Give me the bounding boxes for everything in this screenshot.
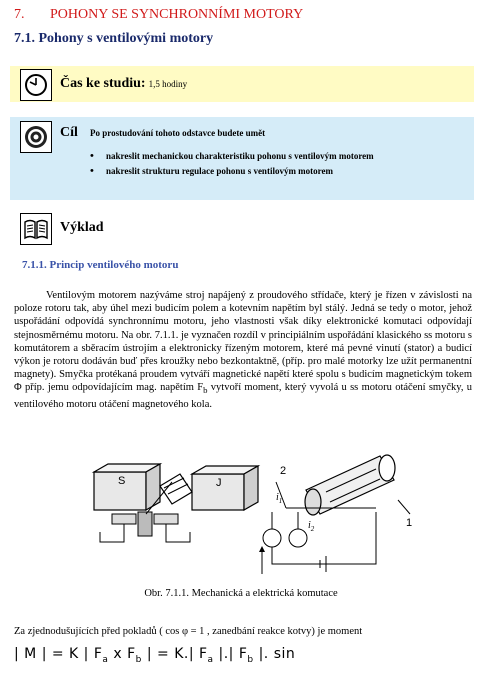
paragraph-subscript: b	[203, 385, 208, 396]
figure-caption: Obr. 7.1.1. Mechanická a elektrická komutace	[144, 588, 338, 599]
label-1: 1	[406, 517, 413, 529]
formula-sub: a	[102, 654, 109, 665]
electrical-commutation-drawing	[259, 455, 412, 574]
study-time-value: 1,5 hodiny	[148, 79, 188, 89]
formula-sub: a	[207, 654, 214, 665]
label-s: S	[118, 475, 126, 487]
chapter-number: 7.	[14, 7, 25, 22]
goal-item: • nakreslit strukturu regulace pohonu s ventilovým motorem	[90, 166, 374, 176]
book-icon	[20, 213, 52, 245]
study-time	[60, 76, 187, 92]
paragraph-text: Ventilovým motorem nazýváme stroj napájený z proudového střídače, který je řízen v závislosti na poloze rotoru tak, aby úhel mezi budicím polem a kotevním napětím byl stálý. Jedná se tedy o motor, jehož uspořádání odpovídá synchronnímu motoru, jeho vlastnosti však díky elektronické komutaci odpovídají stejnosměrnému motoru. Na obr. 7.1.1. je vyznačen rozdíl v principiálním uspořádání klasického ss motoru s komutátorem a sběracím ústrojím a elektronicky řízeným motorem, které má pevné vinutí (stator) a budicí výkon je rotoru dodáván buď přes kroužky nebo bezkontaktně, (příp. pro malé motorky lze užít permanentní magnety). Smyčka protékaná proudem vytváří magnetické napětí které spolu s budicím magnetickým tokem Φ příp. jemu odpovídajícím mag. napětím F	[14, 290, 472, 394]
explanation-title: Výklad	[60, 220, 104, 235]
clock-icon	[20, 69, 52, 101]
body-paragraph	[14, 289, 472, 411]
goal-box	[10, 117, 474, 200]
label-j: J	[216, 477, 222, 489]
section-title: 7.1. Pohony s ventilovými motory	[14, 31, 214, 46]
simplification-text: Za zjednodušujících před pokladů ( cos φ = 1 , zanedbání reakce kotvy) je moment	[14, 626, 363, 637]
formula-part: |.| F	[213, 646, 248, 662]
goal-list	[90, 151, 374, 181]
label-i1: $i_1$	[276, 492, 283, 505]
label-i2: $i_2$	[308, 520, 315, 533]
chapter-heading	[14, 7, 303, 23]
moment-formula	[14, 646, 295, 665]
study-time-label: Čas ke studiu:	[60, 76, 146, 91]
formula-part: x F	[108, 646, 136, 662]
label-2: 2	[280, 465, 287, 477]
target-icon	[20, 121, 52, 153]
formula-part: |. sin	[253, 646, 296, 662]
paragraph-tail: vytvoří moment, který vyvolá u ss motoru otáčení smyčky, u ventilového motoru otáčení magnetového kola.	[14, 382, 473, 410]
goal-intro: Po prostudování tohoto odstavce budete umět	[90, 128, 266, 138]
formula-sub: b	[247, 654, 254, 665]
formula-sub: b	[135, 654, 142, 665]
subsection-title: 7.1.1. Princip ventilového motoru	[22, 259, 179, 271]
study-time-box	[10, 66, 474, 102]
mechanical-commutation-drawing	[94, 464, 258, 542]
formula-part: | = K.| F	[141, 646, 208, 662]
goal-label: Cíl	[60, 125, 78, 140]
commutation-figure	[76, 452, 416, 580]
goal-item: • nakreslit mechanickou charakteristiku pohonu s ventilovým motorem	[90, 151, 374, 161]
chapter-title: POHONY SE SYNCHRONNÍMI MOTORY	[50, 7, 304, 22]
formula-part: | M | = K | F	[14, 646, 103, 662]
